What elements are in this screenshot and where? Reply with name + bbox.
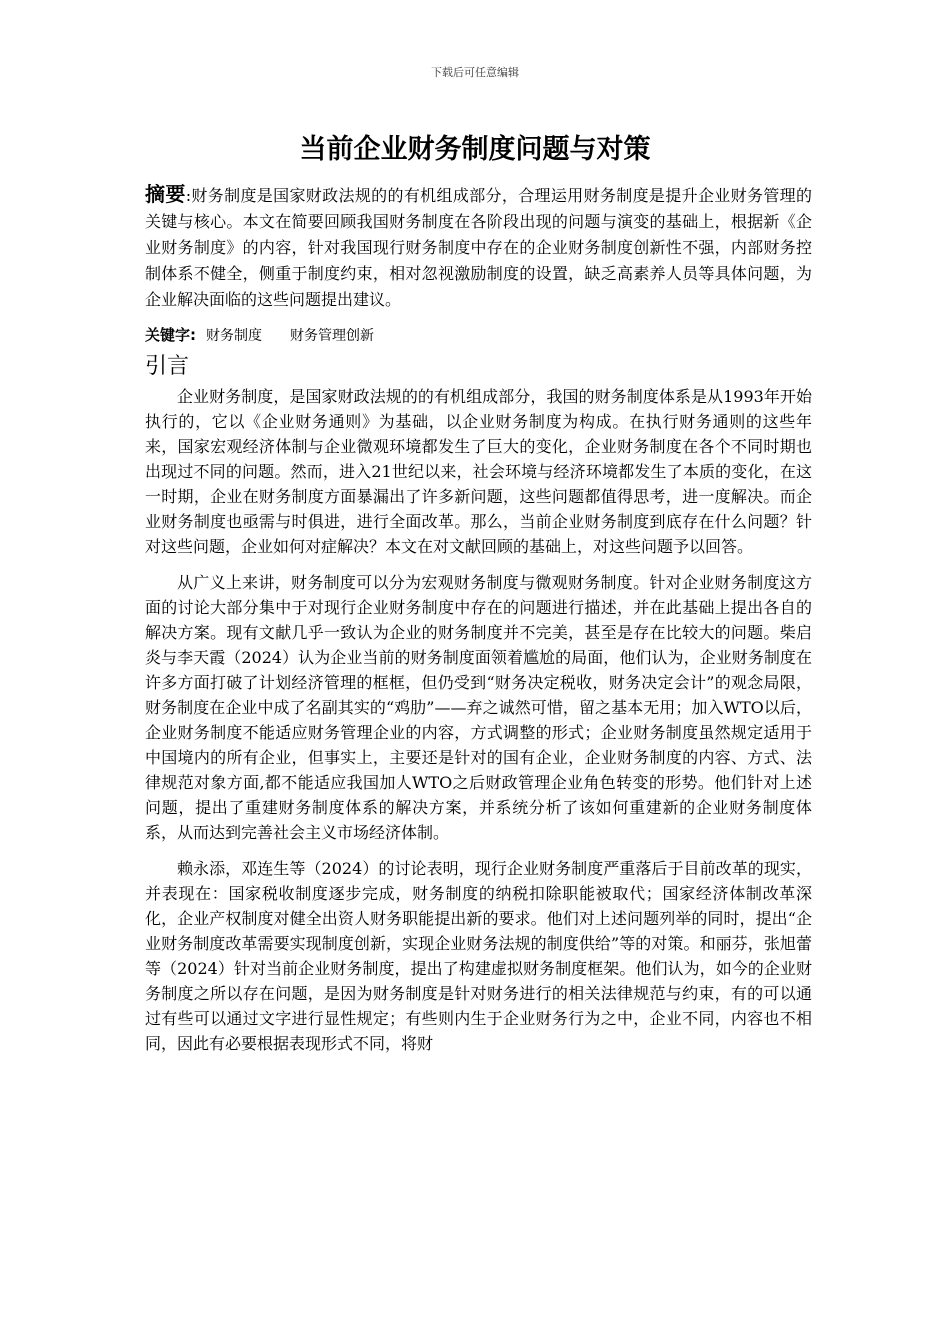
abstract	[145, 181, 812, 313]
document-title: 当前企业财务制度问题与对策	[299, 134, 651, 165]
document-body	[145, 181, 812, 1056]
section-heading: 引言	[145, 354, 190, 379]
abstract-text: 财务制度是国家财政法规的的有机组成部分，合理运用财务制度是提升企业财务管理的关键与核心。本文在简要回顾我国财务制度在各阶段出现的问题与演变的基础上，根据新《企业财务制度》的内容，针对我国现行财务制度中存在的企业财务制度创新性不强，内部财务控制体系不健全，侧重于制度约束，相对忽视激励制度的设置，缺乏高素养人员等具体问题，为企业解决面临的这些问题提出建议。	[145, 186, 812, 309]
keywords-label: 关键字:	[145, 326, 196, 344]
abstract-separator: :	[185, 186, 192, 205]
keywords	[145, 325, 812, 346]
keyword-item: 财务管理创新	[290, 328, 374, 344]
page-header-note: 下载后可任意编辑	[431, 66, 519, 79]
keyword-item: 财务制度	[206, 328, 262, 344]
abstract-label: 摘要	[145, 182, 186, 206]
body-paragraph: 从广义上来讲，财务制度可以分为宏观财务制度与微观财务制度。针对企业财务制度这方面的讨论大部分集中于对现行企业财务制度中存在的问题进行描述，并在此基础上提出各自的解决方案。现有文献几乎一致认为企业的财务制度并不完美，甚至是存在比较大的问题。柴启炎与李天霞（2024）认为企业当前的财务制度面领着尴尬的局面，他们认为，企业财务制度在许多方面打破了计划经济管理的框框，但仍受到“财务决定税收，财务决定会计”的观念局限，财务制度在企业中成了名副其实的“鸡肋”——弃之诚然可惜，留之基本无用；加入WTO以后，企业财务制度不能适应财务管理企业的内容，方式调整的形式；企业财务制度虽然规定适用于中国境内的所有企业，但事实上，主要还是针对的国有企业，企业财务制度的内容、方式、法律规范对象方面,都不能适应我国加人WTO之后财政管理企业角色转变的形势。他们针对上述问题，提出了重建财务制度体系的解决方案，并系统分析了该如何重建新的企业财务制度体系，从而达到完善社会主义市场经济体制。	[145, 573, 812, 842]
body-paragraph: 企业财务制度，是国家财政法规的的有机组成部分，我国的财务制度体系是从1993年开始执行的，它以《企业财务通则》为基础，以企业财务制度为构成。在执行财务通则的这些年来，国家宏观经济体制与企业微观环境都发生了巨大的变化，企业财务制度在各个不同时期也出现过不同的问题。然而，进入21世纪以来，社会环境与经济环境都发生了本质的变化，在这一时期，企业在财务制度方面暴漏出了许多新问题，这些问题都值得思考，进一度解决。而企业财务制度也亟需与时俱进，进行全面改革。那么，当前企业财务制度到底存在什么问题？针对这些问题，企业如何对症解决？本文在对文献回顾的基础上，对这些问题予以回答。	[145, 387, 812, 556]
body-paragraph: 赖永添，邓连生等（2024）的讨论表明，现行企业财务制度严重落后于目前改革的现实，并表现在：国家税收制度逐步完成，财务制度的纳税扣除职能被取代；国家经济体制改革深化，企业产权制度对健全出资人财务职能提出新的要求。他们对上述问题列举的同时，提出“企业财务制度改革需要实现制度创新，实现企业财务法规的制度供给”等的对策。和丽芬，张旭蕾等（2024）针对当前企业财务制度，提出了构建虚拟财务制度框架。他们认为，如今的企业财务制度之所以存在问题，是因为财务制度是针对财务进行的相关法律规范与约束，有的可以通过有些可以通过文字进行显性规定；有些则内生于企业财务行为之中，企业不同，内容也不相同，因此有必要根据表现形式不同，将财	[145, 859, 812, 1053]
